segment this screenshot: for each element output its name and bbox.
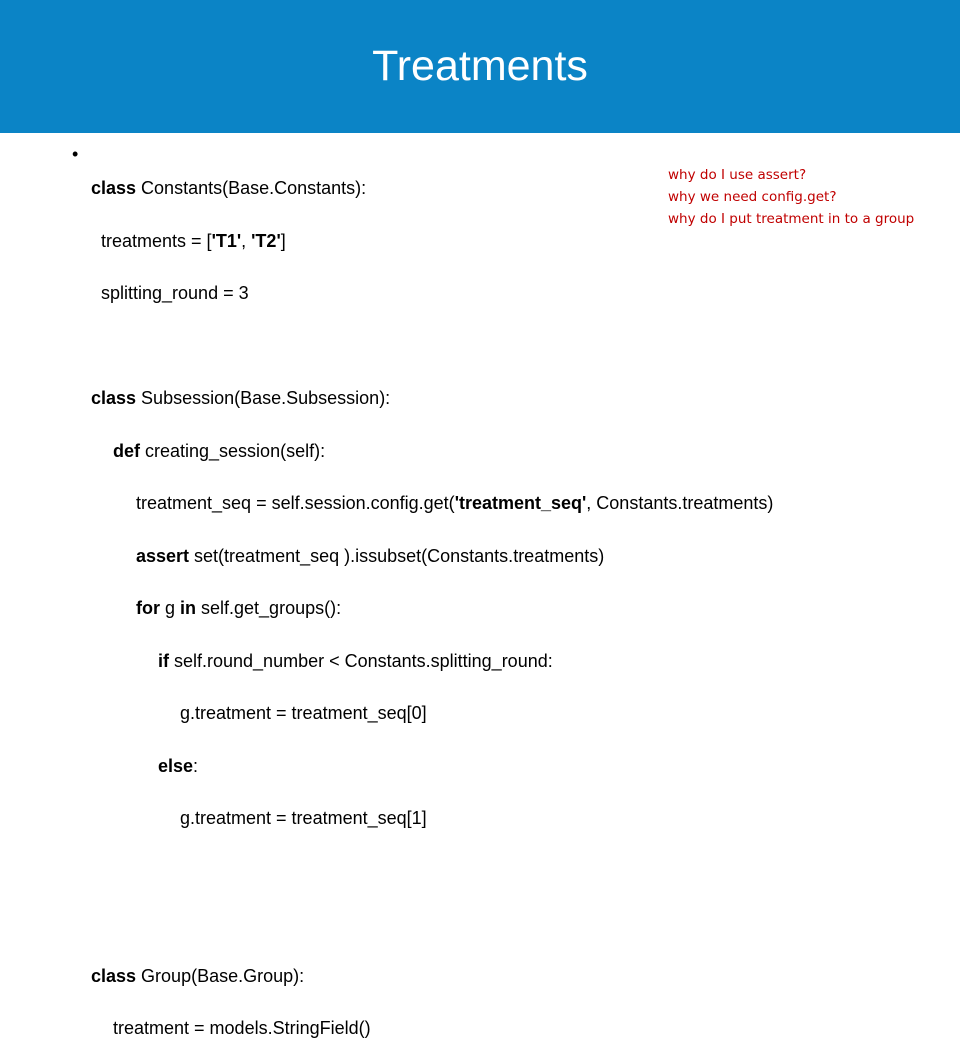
keyword: if — [158, 650, 169, 671]
speaker-notes — [668, 164, 914, 230]
code-line-16 — [91, 1020, 773, 1038]
keyword: class — [91, 965, 137, 986]
code-text: creating_session(self): — [140, 440, 326, 461]
bullet-marker: • — [72, 144, 79, 164]
keyword: assert — [136, 545, 190, 566]
code-text: splitting_round = 3 — [91, 283, 249, 303]
code-line-blank — [91, 915, 773, 933]
code-text: Group(Base.Group): — [136, 965, 305, 986]
code-text: : — [193, 755, 199, 776]
code-line-15 — [91, 965, 773, 986]
keyword: class — [91, 388, 137, 408]
note-line: why do I put treatment in to a group — [668, 211, 915, 227]
keyword: class — [91, 178, 137, 198]
code-line-3 — [91, 285, 773, 303]
code-text: set(treatment_seq ).issubset(Constants.treatments) — [189, 545, 605, 566]
code-text: Constants(Base.Constants): — [136, 178, 367, 198]
code-line-2 — [91, 230, 773, 251]
code-line-10 — [91, 650, 773, 671]
code-text: treatment = models.StringField() — [113, 1018, 371, 1038]
code-line-blank — [91, 338, 773, 356]
code-text: , Constants.treatments) — [586, 493, 774, 513]
code-text: g — [160, 598, 181, 618]
code-line-9 — [91, 600, 773, 618]
code-text: self.round_number < Constants.splitting_round: — [169, 650, 553, 671]
keyword: else — [158, 755, 194, 776]
string-literal: 'treatment_seq' — [454, 493, 587, 513]
string-literal: 'T1' — [211, 230, 242, 251]
code-line-blank — [91, 863, 773, 881]
code-block — [91, 145, 773, 1055]
keyword: for — [136, 598, 160, 618]
code-text: Subsession(Base.Subsession): — [136, 388, 391, 408]
code-text: g.treatment = treatment_seq[0] — [180, 703, 427, 723]
code-line-13 — [91, 810, 773, 828]
code-text: treatment_seq = self.session.config.get( — [136, 493, 455, 513]
code-text: , — [241, 230, 252, 251]
code-text: treatments = [ — [91, 230, 212, 251]
code-line-5 — [91, 390, 773, 408]
code-line-11 — [91, 705, 773, 723]
slide-title: Treatments — [372, 42, 588, 90]
code-text: g.treatment = treatment_seq[1] — [180, 808, 427, 828]
string-literal: 'T2' — [251, 230, 281, 251]
code-line-12 — [91, 755, 773, 776]
keyword: in — [180, 598, 197, 618]
code-line-7 — [91, 495, 773, 513]
code-text: ] — [280, 230, 286, 251]
note-line: why we need config.get? — [668, 189, 837, 205]
keyword: def — [113, 440, 140, 461]
code-line-8 — [91, 545, 773, 566]
code-text: self.get_groups(): — [196, 598, 342, 618]
note-line: why do I use assert? — [668, 167, 807, 183]
code-line-6 — [91, 440, 773, 461]
